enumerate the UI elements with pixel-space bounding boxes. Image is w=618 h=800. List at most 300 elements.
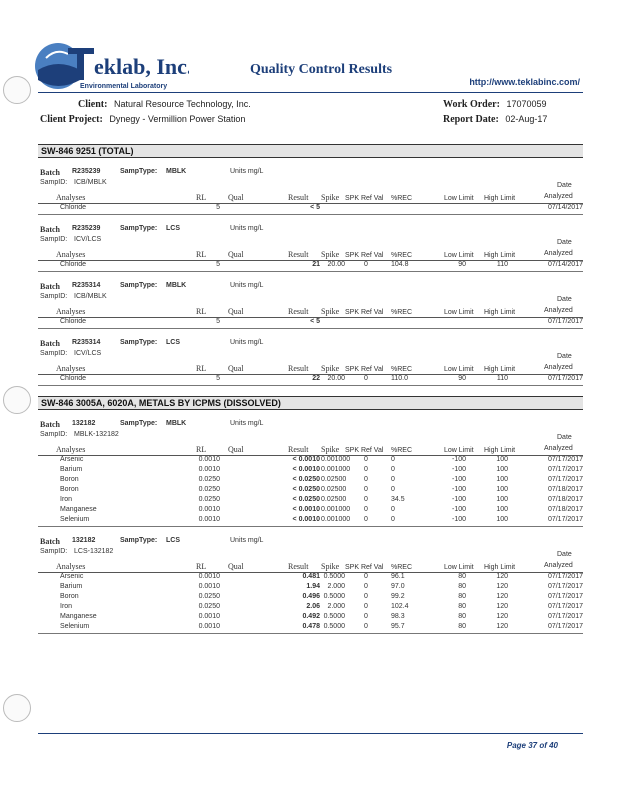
cell-low: -100 [451,486,466,493]
cell-spkref: 0 [364,375,368,382]
cell-result: 0.478 [302,623,320,630]
cell-high: 100 [496,496,508,503]
units-label: Units mg/L [230,168,264,175]
cell-date: 07/18/2017 [547,496,583,503]
col-date-analyzed: Analyzed [544,364,573,371]
cell-rl: 0.0250 [198,486,220,493]
batch-label: Batch [40,537,60,546]
col-rl: RL [196,364,207,373]
batch-label: Batch [40,339,60,348]
col-spike: Spike [321,193,340,202]
cell-high: 120 [496,583,508,590]
cell-date: 07/14/2017 [547,261,583,268]
cell-spike: 2.000 [327,583,345,590]
col-spike: Spike [321,307,340,316]
cell-rl: 0.0010 [198,456,220,463]
column-header [38,190,583,204]
cell-spike: 0.02500 [321,486,347,493]
cell-analyte: Manganese [60,613,97,620]
sampid-label: SampID: [40,548,68,555]
work-order-value: 17070059 [506,99,547,109]
cell-spkref: 0 [364,466,368,473]
cell-spkref: 0 [364,603,368,610]
cell-spike: 20.00 [327,261,345,268]
sampid-line [38,431,583,442]
sampid-value: ICB/MBLK [74,293,107,300]
cell-date: 07/17/2017 [547,593,583,600]
cell-date: 07/17/2017 [547,375,583,382]
samptype-label: SampType: [120,225,158,232]
qc-batch [38,168,583,215]
cell-date: 07/17/2017 [547,573,583,580]
batch-header [38,168,583,179]
cell-rec: 110.0 [391,375,408,382]
col-spk-ref: SPK Ref Val [345,252,384,259]
cell-low: 80 [458,623,466,630]
cell-spkref: 0 [364,516,368,523]
col-low-limit: Low Limit [444,309,474,316]
date-head-1: Date [557,551,572,558]
cell-result: < 0.0010 [292,506,320,513]
report-date-line [443,114,547,125]
cell-rec: 98.3 [391,613,405,620]
col-qual: Qual [228,364,244,373]
cell-analyte: Iron [60,496,73,503]
header-rule [38,92,583,93]
column-header [38,559,583,573]
cell-spike: 0.02500 [321,476,347,483]
cell-high: 100 [496,456,508,463]
table-row [38,593,583,603]
col-spike: Spike [321,364,340,373]
batch-label: Batch [40,225,60,234]
cell-low: 80 [458,593,466,600]
cell-result: < 0.0010 [292,456,320,463]
units-label: Units mg/L [230,225,264,232]
col-low-limit: Low Limit [444,252,474,259]
cell-rec: 0 [391,476,395,483]
cell-result: 21 [312,261,320,268]
cell-rl: 0.0250 [198,603,220,610]
cell-rec: 102.4 [391,603,409,610]
cell-low: 90 [458,261,466,268]
cell-analyte: Chloride [60,204,87,211]
cell-spkref: 0 [364,613,368,620]
table-row [38,496,583,506]
cell-result: 0.481 [302,573,320,580]
col-high-limit: High Limit [484,564,516,571]
cell-date: 07/17/2017 [547,613,583,620]
cell-analyte: Boron [60,593,79,600]
col-rec: %REC [391,564,413,571]
col-high-limit: High Limit [484,309,516,316]
samptype-label: SampType: [120,537,158,544]
cell-rec: 97.0 [391,583,405,590]
col-low-limit: Low Limit [444,447,474,454]
col-analyses: Analyses [56,250,86,259]
cell-spike: 0.5000 [323,613,345,620]
samptype-label: SampType: [120,282,158,289]
section-title: SW-846 3005A, 6020A, METALS BY ICPMS (DISSOLVED) [38,396,583,410]
report-title: Quality Control Results [250,62,393,77]
cell-result: < 0.0010 [292,516,320,523]
cell-low: -100 [451,516,466,523]
cell-date: 07/18/2017 [547,486,583,493]
table-row [38,583,583,593]
col-rec: %REC [391,252,413,259]
col-rec: %REC [391,309,413,316]
binder-hole [3,386,31,414]
batch-id: R235314 [72,282,101,289]
sampid-value: LCS-132182 [74,548,114,555]
col-spike: Spike [321,250,340,259]
website-url: http://www.teklabinc.com/ [469,77,580,87]
cell-date: 07/17/2017 [547,583,583,590]
cell-rl: 5 [216,261,220,268]
cell-high: 120 [496,623,508,630]
cell-result: < 5 [310,318,320,325]
cell-date: 07/17/2017 [547,466,583,473]
batch-header [38,420,583,431]
cell-high: 100 [496,476,508,483]
cell-rl: 0.0250 [198,593,220,600]
qc-batch [38,537,583,634]
cell-date: 07/17/2017 [547,516,583,523]
col-date-analyzed: Analyzed [544,562,573,569]
batch-header [38,537,583,548]
samptype-label: SampType: [120,168,158,175]
cell-date: 07/17/2017 [547,318,583,325]
cell-rl: 5 [216,375,220,382]
cell-date: 07/17/2017 [547,623,583,630]
cell-spkref: 0 [364,456,368,463]
col-rl: RL [196,562,207,571]
column-header [38,304,583,318]
batch-id: 132182 [72,537,96,544]
cell-result: < 5 [310,204,320,211]
cell-spike: 0.001000 [321,516,351,523]
cell-spike: 2.000 [327,603,345,610]
col-result: Result [288,307,309,316]
table-row [38,466,583,476]
cell-rl: 0.0010 [198,613,220,620]
cell-spike: 0.001000 [321,456,351,463]
table-row [38,261,583,271]
col-rec: %REC [391,366,413,373]
cell-result: < 0.0250 [292,476,320,483]
table-row [38,456,583,466]
cell-rec: 0 [391,516,395,523]
date-head-1: Date [557,182,572,189]
cell-low: -100 [451,496,466,503]
cell-date: 07/18/2017 [547,506,583,513]
cell-low: -100 [451,506,466,513]
qc-batch [38,339,583,386]
cell-rec: 0 [391,486,395,493]
col-rl: RL [196,250,207,259]
table-row [38,476,583,486]
samptype-label: SampType: [120,339,158,346]
cell-analyte: Arsenic [60,573,84,580]
binder-hole [3,694,31,722]
sampid-value: ICV/LCS [74,350,102,357]
cell-rl: 0.0250 [198,476,220,483]
cell-analyte: Arsenic [60,456,84,463]
cell-high: 100 [496,516,508,523]
qc-batch [38,420,583,527]
samptype-value: LCS [166,339,180,346]
batch-header [38,225,583,236]
report-date-value: 02-Aug-17 [505,114,548,124]
page-number: Page 37 of 40 [506,741,558,750]
cell-result: < 0.0250 [292,486,320,493]
cell-date: 07/17/2017 [547,603,583,610]
col-qual: Qual [228,562,244,571]
col-result: Result [288,364,309,373]
cell-rec: 96.1 [391,573,405,580]
col-rec: %REC [391,195,413,202]
cell-result: < 0.0010 [292,466,320,473]
units-label: Units mg/L [230,420,264,427]
cell-low: -100 [451,466,466,473]
date-head-1: Date [557,353,572,360]
cell-spike: 0.02500 [321,496,347,503]
cell-high: 120 [496,603,508,610]
cell-spike: 0.5000 [323,623,345,630]
cell-rl: 5 [216,318,220,325]
table-row [38,486,583,496]
col-spike: Spike [321,562,340,571]
cell-analyte: Chloride [60,318,87,325]
col-low-limit: Low Limit [444,366,474,373]
qc-batch [38,282,583,329]
cell-spkref: 0 [364,593,368,600]
cell-result: 2.06 [306,603,320,610]
units-label: Units mg/L [230,537,264,544]
col-analyses: Analyses [56,562,86,571]
sampid-value: MBLK-132182 [74,431,119,438]
svg-text:eklab, Inc.: eklab, Inc. [94,54,189,79]
col-spk-ref: SPK Ref Val [345,447,384,454]
cell-low: 80 [458,613,466,620]
col-low-limit: Low Limit [444,195,474,202]
cell-high: 100 [496,486,508,493]
samptype-label: SampType: [120,420,158,427]
cell-rl: 0.0250 [198,496,220,503]
batch-id: R235239 [72,168,101,175]
cell-high: 120 [496,593,508,600]
table-row [38,613,583,623]
col-qual: Qual [228,445,244,454]
cell-rec: 95.7 [391,623,405,630]
cell-low: -100 [451,476,466,483]
batch-header [38,339,583,350]
cell-spkref: 0 [364,496,368,503]
cell-rl: 0.0010 [198,506,220,513]
cell-spike: 0.001000 [321,466,351,473]
work-order-label: Work Order: [443,99,500,110]
col-analyses: Analyses [56,364,86,373]
table-row [38,516,583,526]
cell-rec: 0 [391,466,395,473]
batch-label: Batch [40,168,60,177]
section-title: SW-846 9251 (TOTAL) [38,144,583,158]
cell-analyte: Selenium [60,623,90,630]
cell-spike: 0.001000 [321,506,351,513]
table-row [38,573,583,583]
batch-id: 132182 [72,420,96,427]
batch-header [38,282,583,293]
cell-analyte: Manganese [60,506,97,513]
sampid-line [38,548,583,559]
table-row [38,603,583,613]
cell-analyte: Barium [60,466,83,473]
units-label: Units mg/L [230,339,264,346]
col-qual: Qual [228,307,244,316]
col-date-analyzed: Analyzed [544,250,573,257]
batch-label: Batch [40,420,60,429]
col-spk-ref: SPK Ref Val [345,309,384,316]
col-result: Result [288,193,309,202]
cell-spike: 0.5000 [323,593,345,600]
cell-result: 0.496 [302,593,320,600]
sampid-line [38,236,583,247]
cell-spike: 0.5000 [323,573,345,580]
cell-spkref: 0 [364,583,368,590]
cell-high: 110 [496,261,508,268]
col-qual: Qual [228,250,244,259]
svg-text:Environmental Laboratory: Environmental Laboratory [80,83,168,90]
cell-spike: 20.00 [327,375,345,382]
cell-analyte: Chloride [60,375,87,382]
table-row [38,318,583,328]
col-analyses: Analyses [56,307,86,316]
date-head-1: Date [557,434,572,441]
units-label: Units mg/L [230,282,264,289]
cell-rl: 0.0010 [198,583,220,590]
samptype-value: MBLK [166,282,187,289]
sampid-value: ICB/MBLK [74,179,107,186]
samptype-value: MBLK [166,168,187,175]
cell-analyte: Chloride [60,261,87,268]
sampid-label: SampID: [40,179,68,186]
table-row [38,623,583,633]
client-value: Natural Resource Technology, Inc. [113,99,251,109]
cell-rl: 0.0010 [198,516,220,523]
batch-id: R235239 [72,225,101,232]
cell-low: 90 [458,375,466,382]
col-date-analyzed: Analyzed [544,445,573,452]
column-header [38,361,583,375]
cell-rl: 0.0010 [198,573,220,580]
cell-rec: 99.2 [391,593,405,600]
col-result: Result [288,562,309,571]
cell-high: 100 [496,466,508,473]
col-analyses: Analyses [56,193,86,202]
cell-spkref: 0 [364,486,368,493]
report-date-label: Report Date: [443,114,499,125]
table-row [38,375,583,385]
date-head-1: Date [557,296,572,303]
cell-date: 07/17/2017 [547,476,583,483]
samptype-value: LCS [166,537,180,544]
col-date-analyzed: Analyzed [544,307,573,314]
cell-high: 120 [496,573,508,580]
col-high-limit: High Limit [484,252,516,259]
sampid-line [38,179,583,190]
sampid-label: SampID: [40,236,68,243]
client-label: Client: [78,99,108,110]
col-qual: Qual [228,193,244,202]
cell-low: 80 [458,603,466,610]
col-spk-ref: SPK Ref Val [345,366,384,373]
cell-high: 120 [496,613,508,620]
cell-spkref: 0 [364,623,368,630]
samptype-value: LCS [166,225,180,232]
col-date-analyzed: Analyzed [544,193,573,200]
project-line [40,114,245,125]
cell-high: 110 [496,375,508,382]
batch-id: R235314 [72,339,101,346]
table-row [38,506,583,516]
col-spk-ref: SPK Ref Val [345,564,384,571]
sampid-label: SampID: [40,293,68,300]
col-result: Result [288,445,309,454]
cell-spkref: 0 [364,261,368,268]
sampid-value: ICV/LCS [74,236,102,243]
sampid-label: SampID: [40,431,68,438]
column-header [38,247,583,261]
col-low-limit: Low Limit [444,564,474,571]
col-rl: RL [196,307,207,316]
cell-analyte: Barium [60,583,83,590]
cell-rl: 5 [216,204,220,211]
cell-spkref: 0 [364,506,368,513]
col-spike: Spike [321,445,340,454]
cell-spkref: 0 [364,573,368,580]
cell-analyte: Iron [60,603,73,610]
col-high-limit: High Limit [484,195,516,202]
sampid-label: SampID: [40,350,68,357]
col-high-limit: High Limit [484,447,516,454]
cell-date: 07/17/2017 [547,456,583,463]
project-label: Client Project: [40,114,103,125]
cell-rec: 104.8 [391,261,409,268]
col-rl: RL [196,193,207,202]
cell-analyte: Selenium [60,516,90,523]
cell-spkref: 0 [364,476,368,483]
cell-rec: 0 [391,456,395,463]
col-rec: %REC [391,447,413,454]
cell-rl: 0.0010 [198,623,220,630]
cell-rec: 34.5 [391,496,405,503]
client-line [78,99,251,110]
col-spk-ref: SPK Ref Val [345,195,384,202]
col-analyses: Analyses [56,445,86,454]
sampid-line [38,350,583,361]
footer-rule [38,733,583,734]
col-result: Result [288,250,309,259]
cell-low: -100 [451,456,466,463]
sampid-line [38,293,583,304]
col-high-limit: High Limit [484,366,516,373]
cell-result: 0.492 [302,613,320,620]
cell-analyte: Boron [60,476,79,483]
cell-low: 80 [458,573,466,580]
qc-batch [38,225,583,272]
qc-sections [38,144,583,634]
cell-result: 1.94 [306,583,320,590]
